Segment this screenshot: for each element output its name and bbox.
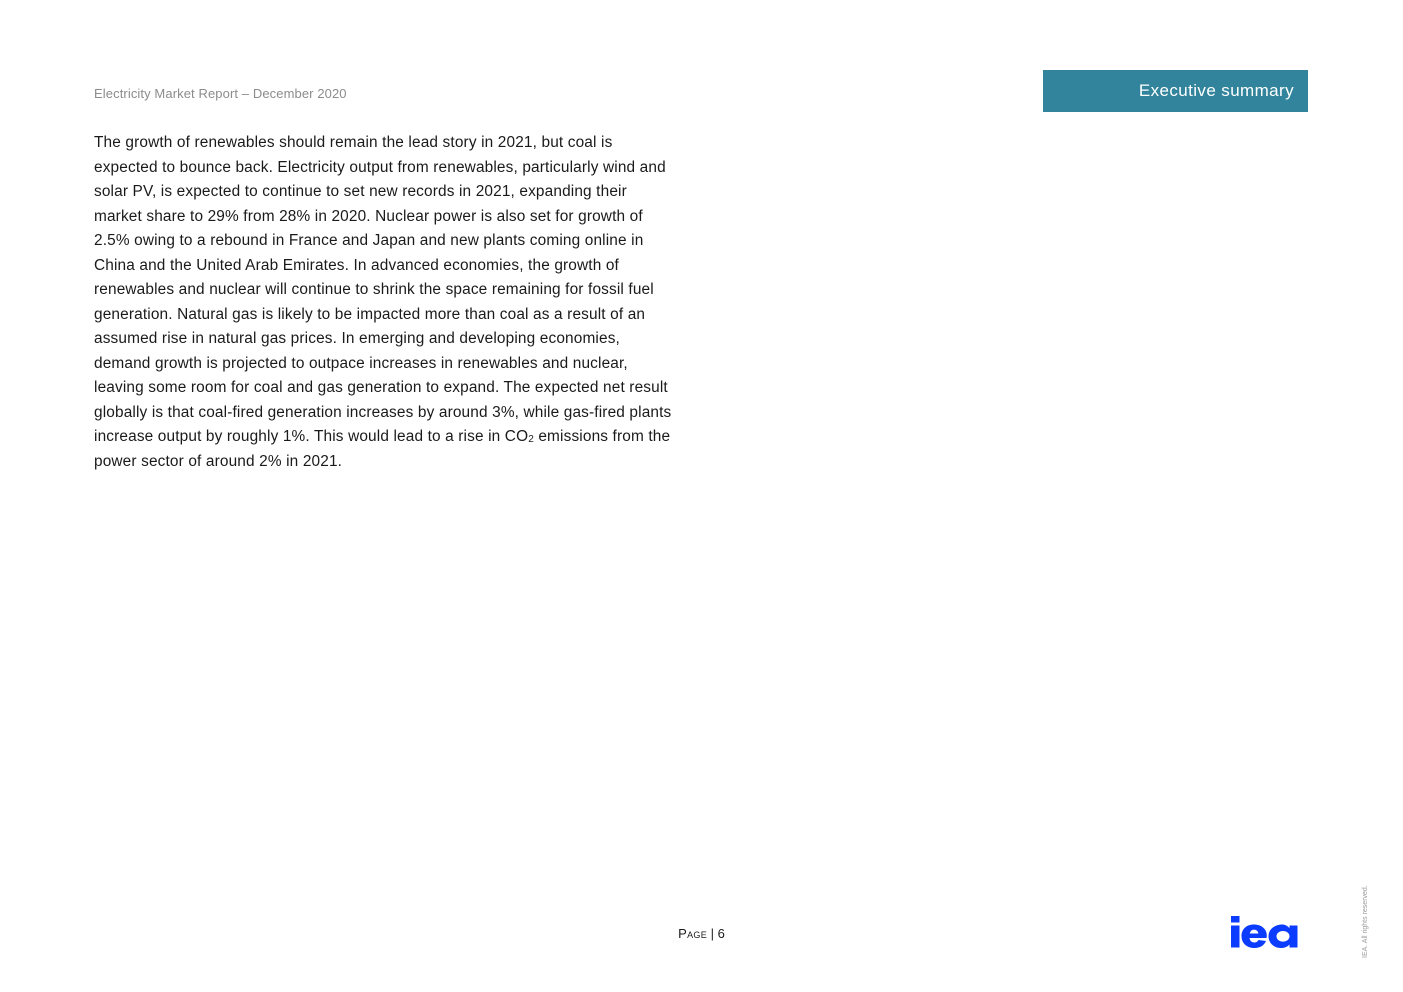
executive-summary-paragraph — [94, 131, 674, 474]
paragraph-text-end: emissions from the power sector of around 2% in 2021. — [94, 428, 671, 470]
logo-i-dot — [1231, 916, 1240, 923]
logo-i-stem — [1231, 926, 1240, 948]
co2-subscript: 2 — [528, 434, 534, 445]
page-number: 6 — [717, 926, 725, 941]
iea-logo — [1230, 915, 1309, 949]
page-word: Page — [678, 926, 708, 941]
section-tab-label: Executive summary — [1138, 81, 1294, 100]
section-tab — [1043, 70, 1308, 112]
logo-e — [1242, 925, 1267, 949]
report-title: Electricity Market Report – December 2020 — [94, 86, 347, 101]
paragraph-text-main: The growth of renewables should remain the lead story in 2021, but coal is expected to bounce back. Electricity output from renewables, particularly wind and solar PV, is expected to continue to set new records in 2021, expanding their market share to 29% from 28% in 2020. Nuclear power is also set for growth of 2.5% owing to a rebound in France and Japan and new plants coming online in China and the United Arab Emirates. In advanced economies, the growth of renewables and nuclear will continue to shrink the space remaining for fossil fuel generation. Natural gas is likely to be impacted more than coal as a result of an assumed rise in natural gas prices. In emerging and developing economies, demand growth is projected to outpace increases in renewables and nuclear, leaving some room for coal and gas generation to expand. The expected net result globally is that coal-fired generation increases by around 3%, while gas-fired plants increase output by roughly 1%. This would lead to a rise in CO — [94, 134, 672, 445]
page-separator: | — [707, 926, 718, 941]
rights-notice: IEA. All rights reserved. — [1362, 885, 1369, 958]
page-footer — [0, 926, 1403, 941]
logo-a — [1269, 925, 1298, 949]
